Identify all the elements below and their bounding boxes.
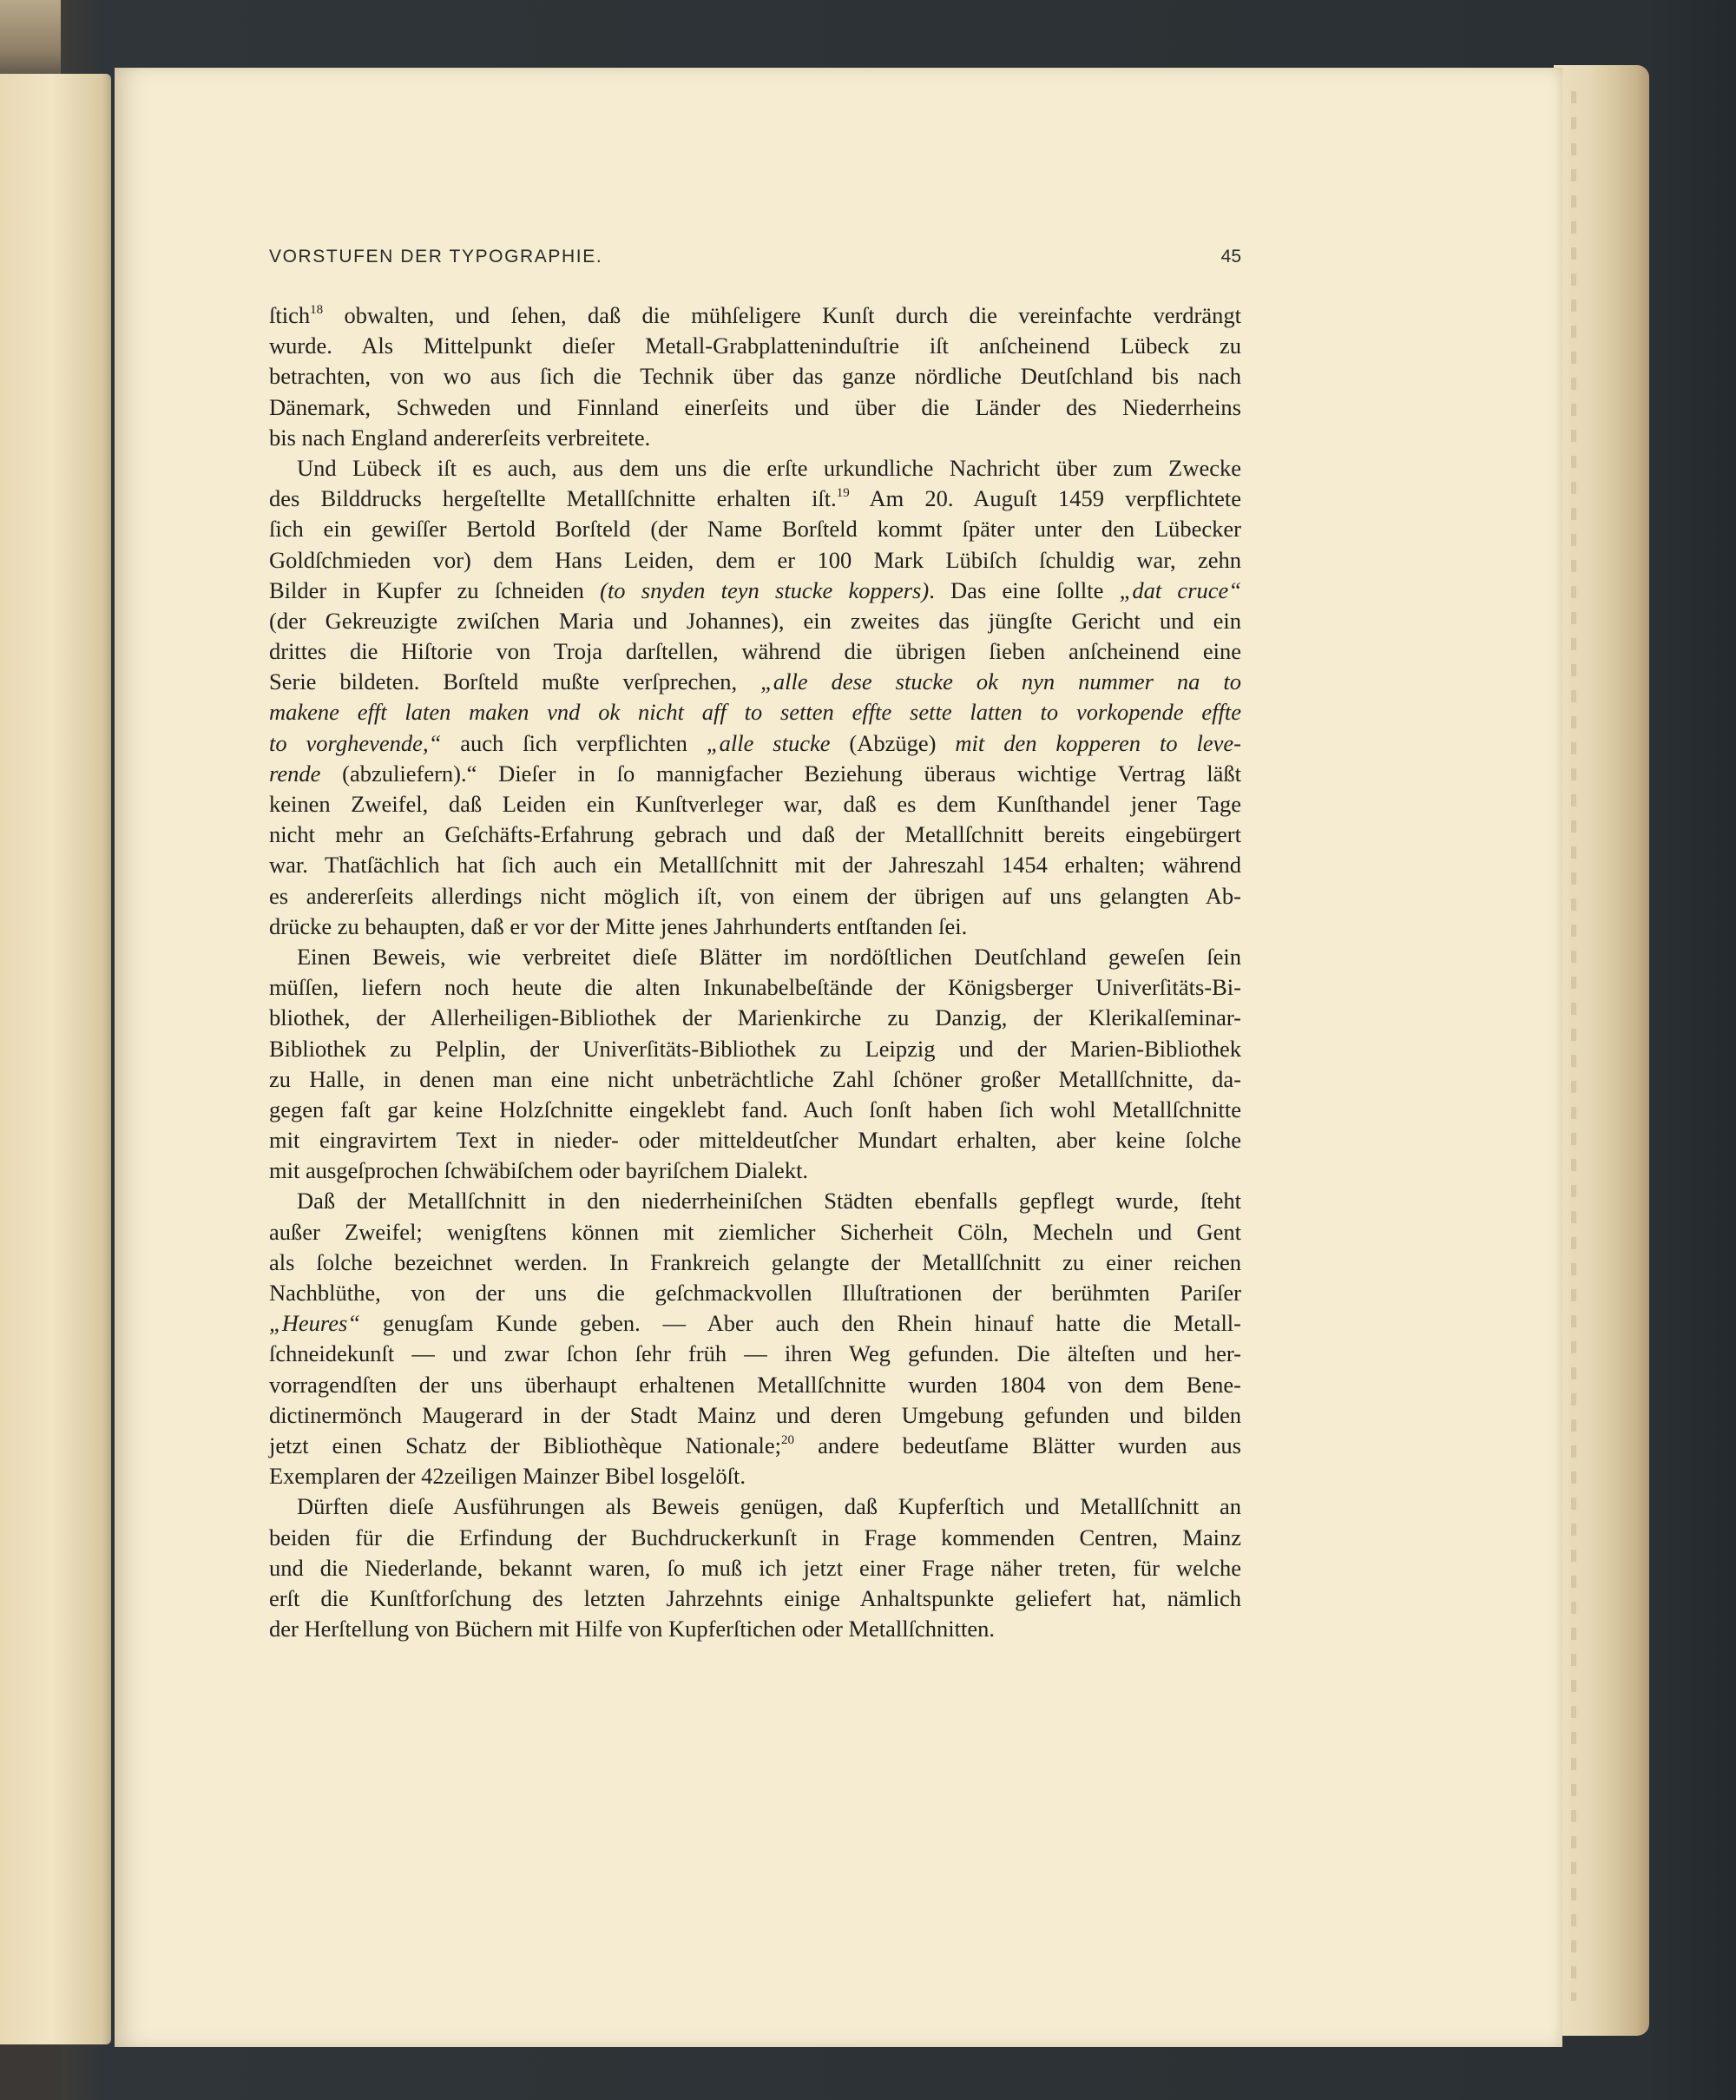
text-line: bis nach England andererſeits verbreitete. (269, 424, 651, 451)
text-line: ſchneidekunſt — und zwar ſchon ſehr früh — ihren Weg gefunden. Die älteſten und her- (269, 1340, 1241, 1367)
text-line: und die Niederlande, bekannt waren, ſo muß ich jetzt einer Frage näher treten, für welche (269, 1554, 1241, 1581)
text-line: außer Zweifel; wenigſtens können mit ziemlicher Sicherheit Cöln, Mecheln und Gent (269, 1218, 1241, 1245)
text-line: erſt die Kunſtforſchung des letzten Jahrzehnts einige Anhaltspunkte geliefert hat, nämlich (269, 1584, 1241, 1611)
text-line: Serie bildeten. Borſteld mußte verſprechen, „alle dese stucke ok nyn nummer na to (269, 668, 1241, 695)
text-line: betrachten, von wo aus ſich die Technik über das ganze nördliche Deutſchland bis nach (269, 363, 1241, 390)
text-line: des Bilddrucks hergeſtellte Metallſchnitte erhalten iſt.$^{19}$ Am 20. Auguſt 1459 verpflichtete (269, 485, 1241, 512)
text-line: Einen Beweis, wie verbreitet dieſe Blätter im nordöſtlichen Deutſchland geweſen ſein (297, 943, 1241, 970)
text-line: der Herſtellung von Büchern mit Hilfe von Kupferſtichen oder Metallſchnitten. (269, 1616, 995, 1642)
text-line: Bilder in Kupfer zu ſchneiden (to snyden teyn stucke koppers). Das eine ſollte „dat cruce“ (269, 576, 1242, 603)
text-line: dictinermönch Maugerard in der Stadt Mainz und deren Umgebung gefunden und bilden (269, 1401, 1241, 1428)
text-line: Daß der Metallſchnitt in den niederrheiniſchen Städten ebenfalls gepflegt wurde, ſteht (297, 1188, 1241, 1215)
text-line: es andererſeits allerdings nicht möglich iſt, von einem der übrigen auf uns gelangten Ab- (269, 882, 1241, 909)
text-line: ſich ein gewiſſer Bertold Borſteld (der Name Borſteld kommt ſpäter unter den Lübecker (269, 516, 1241, 543)
text-line: als ſolche bezeichnet werden. In Frankreich gelangte der Metallſchnitt zu einer reichen (269, 1248, 1241, 1275)
text-line: keinen Zweifel, daß Leiden ein Kunſtverleger war, daß es dem Kunſthandel jener Tage (269, 791, 1241, 817)
text-line: jetzt einen Schatz der Bibliothèque Nationale;$^{20}$ andere bedeutſame Blätter wurden aus (269, 1432, 1241, 1458)
text-line: makene efft laten maken vnd ok nicht aff to setten effte sette latten to vorkopende effte (269, 699, 1241, 726)
text-line: wurde. Als Mittelpunkt dieſer Metall-Grabplatteninduſtrie iſt anſcheinend Lübeck zu (269, 332, 1241, 359)
page-stack-edges (1554, 65, 1649, 2036)
text-line: rende (abzuliefern).“ Dieſer in ſo mannigfacher Beziehung überaus wichtige Vertrag läßt (269, 760, 1241, 787)
text-line: „Heures“ genugſam Kunde geben. — Aber auch den Rhein hinauf hatte die Metall- (269, 1310, 1241, 1337)
running-head-title: VORSTUFEN DER TYPOGRAPHIE. (269, 247, 603, 267)
text-line: drittes die Hiſtorie von Troja darſtellen, während die übrigen ſieben anſcheinend eine (269, 638, 1241, 665)
text-line: Nachblüthe, von der uns die geſchmackvollen Illuſtrationen der berühmten Pariſer (269, 1280, 1241, 1306)
text-line: Exemplaren der 42zeiligen Mainzer Bibel losgelöſt. (269, 1463, 746, 1490)
text-line: Und Lübeck iſt es auch, aus dem uns die erſte urkundliche Nachricht über zum Zwecke (297, 454, 1241, 481)
text-line: nicht mehr an Geſchäfts-Erfahrung gebrach und daß der Metallſchnitt bereits eingebürgert (269, 821, 1241, 848)
text-line: müſſen, liefern noch heute die alten Inkunabelbeſtände der Königsberger Univerſitäts-Bi- (269, 974, 1241, 1001)
text-line: gegen faſt gar keine Holzſchnitte eingeklebt fand. Auch ſonſt haben ſich wohl Metallſchnitte (269, 1096, 1241, 1122)
left-facing-page (0, 74, 111, 2044)
text-line: to vorghevende,“ auch ſich verpflichten „alle stucke (Abzüge) mit den kopperen to leve- (269, 729, 1241, 756)
text-line: vorragendſten der uns überhaupt erhaltenen Metallſchnitte wurden 1804 von dem Bene- (269, 1371, 1241, 1398)
text-line: mit ausgeſprochen ſchwäbiſchem oder bayriſchem Dialekt. (269, 1157, 809, 1184)
text-line: Dürften dieſe Ausführungen als Beweis genügen, daß Kupferſtich und Metallſchnitt an (297, 1493, 1241, 1520)
text-line: war. Thatſächlich hat ſich auch ein Metallſchnitt mit der Jahreszahl 1454 erhalten; während (269, 852, 1241, 879)
text-line: Dänemark, Schweden und Finnland einerſeits und über die Länder des Niederrheins (269, 393, 1241, 420)
text-line: Goldſchmieden vor) dem Hans Leiden, dem er 100 Mark Lübiſch ſchuldig war, zehn (269, 546, 1241, 573)
running-head (269, 247, 1241, 278)
text-line: zu Halle, in denen man eine nicht unbeträchtliche Zahl ſchöner großer Metallſchnitte, da- (269, 1065, 1241, 1092)
text-line: (der Gekreuzigte zwiſchen Maria und Johannes), ein zweites das jüngſte Gericht und ein (269, 607, 1241, 634)
text-line: ſtich$^{18}$ obwalten, und ſehen, daß die mühſeligere Kunſt durch die vereinfachte verdrängt (269, 302, 1241, 328)
page-number: 45 (1220, 247, 1241, 267)
text-line: drücke zu behaupten, daß er vor der Mitte jenes Jahrhunderts entſtanden ſei. (269, 912, 968, 939)
body-text (269, 300, 1241, 1644)
text-line: mit eingravirtem Text in nieder- oder mitteldeutſcher Mundart erhalten, aber keine ſolche (269, 1127, 1241, 1154)
text-line: bliothek, der Allerheiligen-Bibliothek der Marienkirche zu Danzig, der Klerikalſeminar- (269, 1004, 1241, 1031)
text-line: beiden für die Erfindung der Buchdruckerkunſt in Frage kommenden Centren, Mainz (269, 1524, 1241, 1550)
text-line: Bibliothek zu Pelplin, der Univerſitäts-Bibliothek zu Leipzig und der Marien-Bibliothek (269, 1035, 1241, 1062)
